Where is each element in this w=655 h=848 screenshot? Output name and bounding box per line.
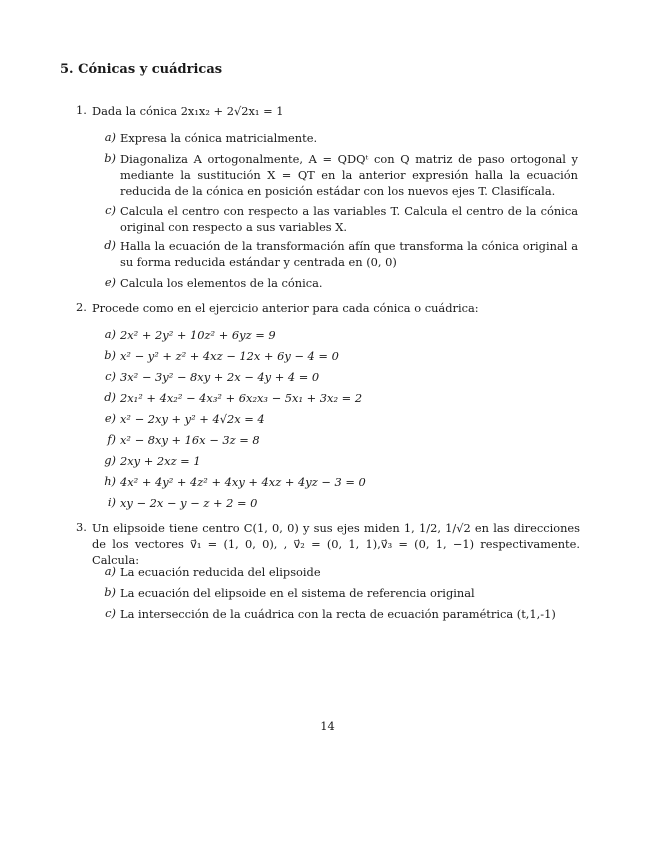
exercise-2-item-g-text: 2xy + 2xz = 1 bbox=[120, 454, 201, 468]
exercise-3-item-c-text: La intersección de la cuádrica con la recta de ecuación paramétrica (t,1,-1) bbox=[120, 607, 556, 621]
exercise-1-item-c-label: c) bbox=[105, 203, 116, 217]
exercise-2-item-h-text: 4x² + 4y² + 4z² + 4xy + 4xz + 4yz − 3 = 0 bbox=[120, 475, 366, 489]
exercise-1-number: 1. bbox=[76, 103, 87, 117]
exercise-3-item-a-text: La ecuación reducida del elipsoide bbox=[120, 565, 321, 579]
exercise-2-item-h-label: h) bbox=[104, 474, 116, 488]
exercise-2-item-g-label: g) bbox=[104, 453, 116, 467]
exercise-2-item-a-label: a) bbox=[104, 327, 116, 341]
exercise-1-item-c-text: Calcula el centro con respecto a las variables T. Calcula el centro de la cónica original con respecto a sus variables X. bbox=[120, 204, 578, 234]
exercise-1-text: Dada la cónica 2x₁x₂ + 2√2x₁ = 1 bbox=[92, 104, 284, 118]
exercise-2-item-b-text: x² − y² + z² + 4xz − 12x + 6y − 4 = 0 bbox=[120, 349, 339, 363]
exercise-2-item-d-label: d) bbox=[104, 390, 116, 404]
exercise-1-item-b-text: Diagonaliza A ortogonalmente, A = QDQᵗ con Q matriz de paso ortogonal y mediante la sustitución X = QT en la anterior expresión halla la ecuación reducida de la cónica en posición estádar con los nuevos ejes T. Clasifícala. bbox=[120, 152, 578, 198]
exercise-1-item-a-label: a) bbox=[104, 130, 116, 144]
exercise-2-number: 2. bbox=[76, 300, 87, 314]
exercise-1-item-e-text: Calcula los elementos de la cónica. bbox=[120, 276, 323, 290]
exercise-2-item-c-label: c) bbox=[105, 369, 116, 383]
exercise-3-item-b-text: La ecuación del elipsoide en el sistema de referencia original bbox=[120, 586, 475, 600]
exercise-2-item-c-text: 3x² − 3y² − 8xy + 2x − 4y + 4 = 0 bbox=[120, 370, 320, 384]
exercise-1-item-d-label: d) bbox=[104, 238, 116, 252]
exercise-2-item-i-text: xy − 2x − y − z + 2 = 0 bbox=[120, 496, 258, 510]
exercise-1-item-a-text: Expresa la cónica matricialmente. bbox=[120, 131, 318, 145]
exercise-2-item-a-text: 2x² + 2y² + 10z² + 6yz = 9 bbox=[120, 328, 276, 342]
exercise-2-item-i-label: i) bbox=[107, 495, 116, 509]
section-title: 5. Cónicas y cuádricas bbox=[60, 62, 223, 77]
exercise-2-item-b-label: b) bbox=[104, 348, 116, 362]
exercise-2-item-f-label: f) bbox=[107, 432, 116, 446]
exercise-2-item-e-text: x² − 2xy + y² + 4√2x = 4 bbox=[120, 412, 265, 426]
exercise-3-text: Un elipsoide tiene centro C(1, 0, 0) y sus ejes miden 1, 1/2, 1/√2 en las direcciones de los vectores v⃗₁ = (1, 0, 0), , v⃗₂ = (0, 1, 1),v⃗₃ = (0, 1, −1) respectivamente. Calcula: bbox=[92, 521, 580, 567]
exercise-1-item-b-label: b) bbox=[104, 151, 116, 165]
exercise-3-item-a-label: a) bbox=[104, 564, 116, 578]
exercise-2-text: Procede como en el ejercicio anterior para cada cónica o cuádrica: bbox=[92, 301, 479, 315]
exercise-3-number: 3. bbox=[76, 520, 87, 534]
exercise-2-item-e-label: e) bbox=[104, 411, 116, 425]
exercise-3-item-b-label: b) bbox=[104, 585, 116, 599]
exercise-1-item-d-text: Halla la ecuación de la transformación afín que transforma la cónica original a su forma reducida estándar y centrada en (0, 0) bbox=[120, 239, 578, 269]
exercise-3-item-c-label: c) bbox=[105, 606, 116, 620]
exercise-1-item-e-label: e) bbox=[104, 275, 116, 289]
exercise-2-item-f-text: x² − 8xy + 16x − 3z = 8 bbox=[120, 433, 260, 447]
page-number: 14 bbox=[320, 719, 335, 733]
exercise-2-item-d-text: 2x₁² + 4x₂² − 4x₃² + 6x₂x₃ − 5x₁ + 3x₂ = 2 bbox=[120, 391, 363, 405]
